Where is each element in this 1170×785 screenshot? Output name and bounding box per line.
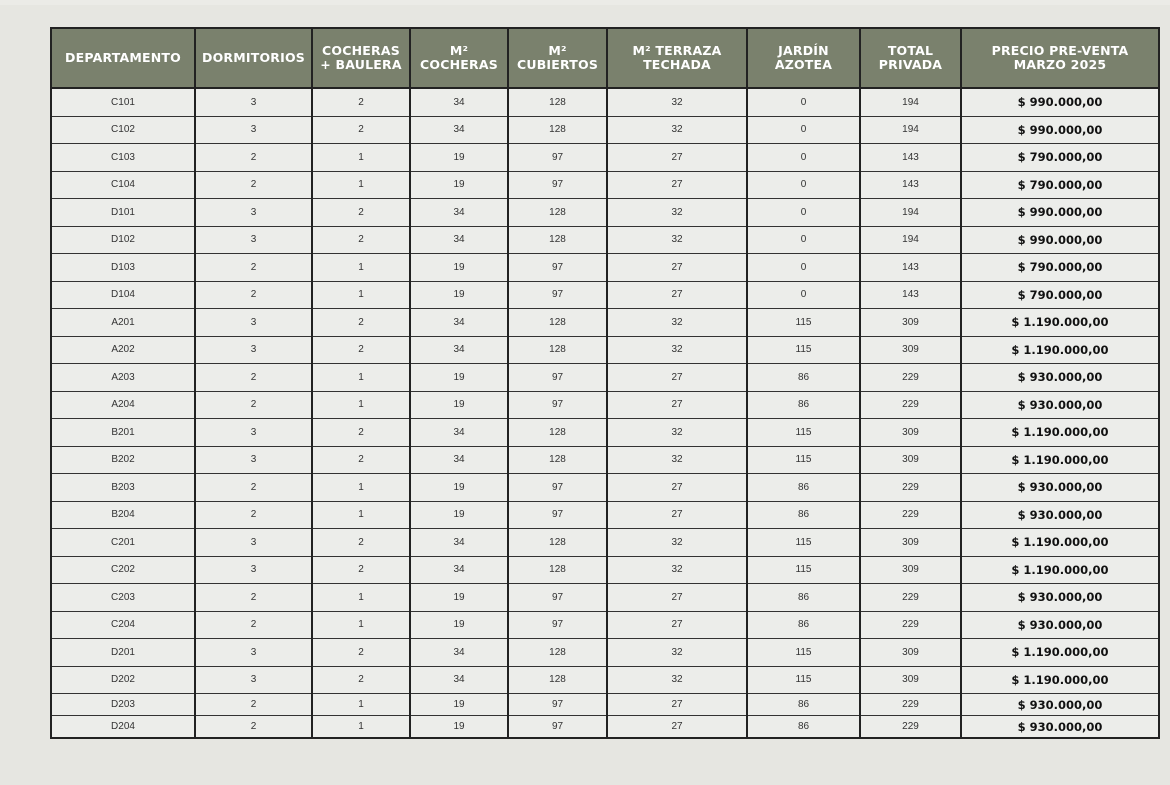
cell-total-privada: 229 — [860, 584, 961, 612]
cell-cocheras-baulera: 1 — [312, 501, 410, 529]
cell-m2-cubiertos: 128 — [508, 226, 607, 254]
cell-precio: $ 790.000,00 — [961, 281, 1159, 309]
cell-precio: $ 1.190.000,00 — [961, 446, 1159, 474]
cell-m2-terraza-techada: 27 — [607, 391, 747, 419]
cell-cocheras-baulera: 2 — [312, 116, 410, 144]
cell-m2-cubiertos: 128 — [508, 639, 607, 667]
cell-jardin-azotea: 86 — [747, 716, 860, 739]
cell-m2-cubiertos: 128 — [508, 556, 607, 584]
cell-m2-terraza-techada: 32 — [607, 639, 747, 667]
cell-departamento: C202 — [51, 556, 195, 584]
cell-departamento: C101 — [51, 88, 195, 116]
header-dormitorios: DORMITORIOS — [195, 28, 312, 88]
cell-m2-cocheras: 19 — [410, 391, 508, 419]
table-row — [51, 419, 1159, 447]
cell-dormitorios: 2 — [195, 584, 312, 612]
table-row — [51, 584, 1159, 612]
cell-dormitorios: 3 — [195, 419, 312, 447]
cell-precio: $ 1.190.000,00 — [961, 556, 1159, 584]
cell-precio: $ 930.000,00 — [961, 694, 1159, 716]
cell-jardin-azotea: 115 — [747, 309, 860, 337]
cell-m2-terraza-techada: 32 — [607, 666, 747, 694]
cell-m2-terraza-techada: 27 — [607, 171, 747, 199]
cell-cocheras-baulera: 1 — [312, 391, 410, 419]
cell-dormitorios: 2 — [195, 474, 312, 502]
cell-m2-terraza-techada: 27 — [607, 474, 747, 502]
cell-jardin-azotea: 115 — [747, 556, 860, 584]
table-row — [51, 556, 1159, 584]
cell-m2-terraza-techada: 27 — [607, 364, 747, 392]
cell-cocheras-baulera: 2 — [312, 556, 410, 584]
cell-m2-cubiertos: 128 — [508, 419, 607, 447]
cell-jardin-azotea: 115 — [747, 666, 860, 694]
cell-dormitorios: 3 — [195, 88, 312, 116]
cell-departamento: D103 — [51, 254, 195, 282]
cell-m2-cubiertos: 128 — [508, 116, 607, 144]
cell-total-privada: 229 — [860, 694, 961, 716]
table-row — [51, 199, 1159, 227]
cell-total-privada: 194 — [860, 88, 961, 116]
cell-dormitorios: 3 — [195, 529, 312, 557]
cell-cocheras-baulera: 2 — [312, 336, 410, 364]
header-cocheras-baulera: COCHERAS + BAULERA — [312, 28, 410, 88]
cell-departamento: D204 — [51, 716, 195, 739]
table-row — [51, 501, 1159, 529]
cell-jardin-azotea: 0 — [747, 254, 860, 282]
cell-m2-cocheras: 19 — [410, 501, 508, 529]
cell-departamento: C204 — [51, 611, 195, 639]
cell-departamento: C102 — [51, 116, 195, 144]
cell-m2-cocheras: 34 — [410, 666, 508, 694]
cell-m2-cubiertos: 128 — [508, 446, 607, 474]
cell-precio: $ 790.000,00 — [961, 144, 1159, 172]
cell-m2-cocheras: 34 — [410, 226, 508, 254]
cell-departamento: C203 — [51, 584, 195, 612]
cell-jardin-azotea: 0 — [747, 281, 860, 309]
cell-m2-cubiertos: 128 — [508, 309, 607, 337]
cell-m2-cubiertos: 97 — [508, 694, 607, 716]
cell-cocheras-baulera: 2 — [312, 639, 410, 667]
cell-m2-cocheras: 34 — [410, 529, 508, 557]
cell-jardin-azotea: 115 — [747, 336, 860, 364]
cell-m2-cubiertos: 97 — [508, 584, 607, 612]
cell-dormitorios: 2 — [195, 171, 312, 199]
cell-m2-cubiertos: 97 — [508, 171, 607, 199]
cell-dormitorios: 2 — [195, 611, 312, 639]
table-row — [51, 336, 1159, 364]
cell-jardin-azotea: 86 — [747, 694, 860, 716]
cell-cocheras-baulera: 2 — [312, 666, 410, 694]
cell-total-privada: 309 — [860, 639, 961, 667]
price-table — [50, 27, 1160, 739]
cell-total-privada: 229 — [860, 716, 961, 739]
cell-jardin-azotea: 0 — [747, 144, 860, 172]
cell-total-privada: 194 — [860, 199, 961, 227]
cell-total-privada: 143 — [860, 144, 961, 172]
cell-dormitorios: 2 — [195, 254, 312, 282]
table-row — [51, 226, 1159, 254]
header-departamento: DEPARTAMENTO — [51, 28, 195, 88]
cell-cocheras-baulera: 1 — [312, 611, 410, 639]
cell-total-privada: 143 — [860, 254, 961, 282]
cell-jardin-azotea: 86 — [747, 584, 860, 612]
cell-m2-terraza-techada: 32 — [607, 309, 747, 337]
cell-dormitorios: 2 — [195, 716, 312, 739]
header-m2-cocheras: M² COCHERAS — [410, 28, 508, 88]
cell-dormitorios: 3 — [195, 666, 312, 694]
cell-precio: $ 990.000,00 — [961, 226, 1159, 254]
cell-jardin-azotea: 86 — [747, 611, 860, 639]
cell-m2-cubiertos: 97 — [508, 144, 607, 172]
cell-m2-cocheras: 19 — [410, 144, 508, 172]
cell-total-privada: 309 — [860, 666, 961, 694]
cell-departamento: D203 — [51, 694, 195, 716]
cell-total-privada: 309 — [860, 309, 961, 337]
cell-precio: $ 930.000,00 — [961, 364, 1159, 392]
table-row — [51, 611, 1159, 639]
cell-m2-cocheras: 19 — [410, 474, 508, 502]
cell-precio: $ 990.000,00 — [961, 116, 1159, 144]
cell-m2-cocheras: 34 — [410, 199, 508, 227]
table-row — [51, 639, 1159, 667]
cell-jardin-azotea: 0 — [747, 199, 860, 227]
cell-m2-cocheras: 34 — [410, 639, 508, 667]
cell-departamento: A203 — [51, 364, 195, 392]
cell-m2-cubiertos: 97 — [508, 611, 607, 639]
cell-m2-cocheras: 19 — [410, 254, 508, 282]
price-list-sheet — [50, 27, 1160, 739]
table-row — [51, 694, 1159, 716]
cell-cocheras-baulera: 2 — [312, 419, 410, 447]
cell-m2-cocheras: 34 — [410, 309, 508, 337]
cell-m2-cubiertos: 128 — [508, 336, 607, 364]
cell-departamento: D101 — [51, 199, 195, 227]
cell-precio: $ 930.000,00 — [961, 716, 1159, 739]
cell-jardin-azotea: 86 — [747, 501, 860, 529]
table-row — [51, 391, 1159, 419]
cell-departamento: A204 — [51, 391, 195, 419]
cell-m2-terraza-techada: 27 — [607, 694, 747, 716]
cell-precio: $ 1.190.000,00 — [961, 419, 1159, 447]
cell-m2-terraza-techada: 32 — [607, 88, 747, 116]
cell-m2-cubiertos: 128 — [508, 529, 607, 557]
cell-cocheras-baulera: 1 — [312, 584, 410, 612]
cell-m2-cocheras: 19 — [410, 281, 508, 309]
cell-precio: $ 930.000,00 — [961, 391, 1159, 419]
cell-cocheras-baulera: 1 — [312, 144, 410, 172]
cell-m2-terraza-techada: 32 — [607, 116, 747, 144]
cell-cocheras-baulera: 2 — [312, 88, 410, 116]
table-body — [51, 88, 1159, 738]
table-row — [51, 309, 1159, 337]
cell-m2-cocheras: 34 — [410, 556, 508, 584]
cell-m2-cocheras: 19 — [410, 364, 508, 392]
cell-departamento: B204 — [51, 501, 195, 529]
cell-jardin-azotea: 115 — [747, 419, 860, 447]
cell-cocheras-baulera: 2 — [312, 529, 410, 557]
cell-total-privada: 309 — [860, 419, 961, 447]
cell-jardin-azotea: 0 — [747, 226, 860, 254]
cell-jardin-azotea: 0 — [747, 116, 860, 144]
header-jardin-azotea: JARDÍN AZOTEA — [747, 28, 860, 88]
cell-precio: $ 930.000,00 — [961, 611, 1159, 639]
cell-departamento: D201 — [51, 639, 195, 667]
cell-m2-cocheras: 34 — [410, 419, 508, 447]
cell-dormitorios: 3 — [195, 199, 312, 227]
cell-departamento: D104 — [51, 281, 195, 309]
cell-cocheras-baulera: 1 — [312, 716, 410, 739]
cell-m2-cubiertos: 97 — [508, 364, 607, 392]
cell-m2-terraza-techada: 27 — [607, 716, 747, 739]
cell-jardin-azotea: 115 — [747, 639, 860, 667]
cell-cocheras-baulera: 1 — [312, 364, 410, 392]
cell-m2-cubiertos: 97 — [508, 391, 607, 419]
cell-dormitorios: 2 — [195, 364, 312, 392]
cell-jardin-azotea: 86 — [747, 474, 860, 502]
cell-dormitorios: 2 — [195, 391, 312, 419]
cell-cocheras-baulera: 2 — [312, 446, 410, 474]
cell-jardin-azotea: 0 — [747, 88, 860, 116]
table-row — [51, 529, 1159, 557]
cell-dormitorios: 3 — [195, 116, 312, 144]
cell-jardin-azotea: 115 — [747, 529, 860, 557]
cell-m2-terraza-techada: 27 — [607, 254, 747, 282]
cell-departamento: C201 — [51, 529, 195, 557]
cell-m2-cocheras: 34 — [410, 446, 508, 474]
cell-m2-terraza-techada: 27 — [607, 584, 747, 612]
cell-m2-terraza-techada: 32 — [607, 446, 747, 474]
cell-total-privada: 194 — [860, 116, 961, 144]
cell-departamento: B203 — [51, 474, 195, 502]
cell-departamento: D102 — [51, 226, 195, 254]
cell-precio: $ 1.190.000,00 — [961, 666, 1159, 694]
cell-m2-terraza-techada: 32 — [607, 199, 747, 227]
cell-cocheras-baulera: 1 — [312, 694, 410, 716]
cell-precio: $ 790.000,00 — [961, 254, 1159, 282]
cell-total-privada: 194 — [860, 226, 961, 254]
cell-m2-cocheras: 19 — [410, 611, 508, 639]
cell-m2-terraza-techada: 32 — [607, 556, 747, 584]
cell-m2-terraza-techada: 32 — [607, 529, 747, 557]
cell-m2-terraza-techada: 27 — [607, 611, 747, 639]
table-row — [51, 716, 1159, 739]
cell-precio: $ 930.000,00 — [961, 474, 1159, 502]
table-row — [51, 116, 1159, 144]
table-row — [51, 171, 1159, 199]
cell-precio: $ 1.190.000,00 — [961, 336, 1159, 364]
cell-departamento: A202 — [51, 336, 195, 364]
cell-total-privada: 229 — [860, 474, 961, 502]
cell-jardin-azotea: 86 — [747, 391, 860, 419]
cell-jardin-azotea: 115 — [747, 446, 860, 474]
cell-dormitorios: 2 — [195, 281, 312, 309]
header-total-privada: TOTAL PRIVADA — [860, 28, 961, 88]
header-m2-terraza-techada: M² TERRAZA TECHADA — [607, 28, 747, 88]
cell-precio: $ 1.190.000,00 — [961, 529, 1159, 557]
cell-total-privada: 309 — [860, 529, 961, 557]
cell-m2-cubiertos: 97 — [508, 716, 607, 739]
cell-dormitorios: 3 — [195, 446, 312, 474]
cell-departamento: C104 — [51, 171, 195, 199]
table-row — [51, 666, 1159, 694]
table-row — [51, 254, 1159, 282]
top-strip — [0, 0, 1170, 5]
cell-m2-cocheras: 19 — [410, 694, 508, 716]
cell-precio: $ 930.000,00 — [961, 584, 1159, 612]
cell-m2-cocheras: 34 — [410, 336, 508, 364]
cell-dormitorios: 3 — [195, 556, 312, 584]
cell-departamento: A201 — [51, 309, 195, 337]
cell-m2-terraza-techada: 32 — [607, 226, 747, 254]
cell-dormitorios: 2 — [195, 694, 312, 716]
table-row — [51, 281, 1159, 309]
cell-cocheras-baulera: 2 — [312, 226, 410, 254]
cell-m2-cocheras: 34 — [410, 116, 508, 144]
cell-m2-cocheras: 19 — [410, 171, 508, 199]
cell-m2-cubiertos: 128 — [508, 199, 607, 227]
table-row — [51, 364, 1159, 392]
cell-cocheras-baulera: 2 — [312, 199, 410, 227]
cell-precio: $ 790.000,00 — [961, 171, 1159, 199]
cell-dormitorios: 3 — [195, 226, 312, 254]
cell-m2-cubiertos: 97 — [508, 254, 607, 282]
cell-total-privada: 143 — [860, 281, 961, 309]
cell-precio: $ 990.000,00 — [961, 199, 1159, 227]
cell-m2-terraza-techada: 27 — [607, 501, 747, 529]
cell-m2-terraza-techada: 27 — [607, 144, 747, 172]
cell-jardin-azotea: 0 — [747, 171, 860, 199]
cell-departamento: C103 — [51, 144, 195, 172]
table-row — [51, 474, 1159, 502]
cell-total-privada: 309 — [860, 446, 961, 474]
cell-cocheras-baulera: 1 — [312, 474, 410, 502]
cell-m2-cocheras: 34 — [410, 88, 508, 116]
cell-m2-cubiertos: 128 — [508, 88, 607, 116]
cell-total-privada: 309 — [860, 336, 961, 364]
cell-dormitorios: 3 — [195, 309, 312, 337]
cell-cocheras-baulera: 1 — [312, 254, 410, 282]
table-row — [51, 144, 1159, 172]
cell-m2-terraza-techada: 32 — [607, 419, 747, 447]
cell-dormitorios: 3 — [195, 336, 312, 364]
header-precio-pre-venta: PRECIO PRE-VENTA MARZO 2025 — [961, 28, 1159, 88]
cell-departamento: D202 — [51, 666, 195, 694]
cell-m2-terraza-techada: 32 — [607, 336, 747, 364]
cell-total-privada: 229 — [860, 501, 961, 529]
header-m2-cubiertos: M² CUBIERTOS — [508, 28, 607, 88]
table-row — [51, 88, 1159, 116]
cell-m2-cubiertos: 97 — [508, 281, 607, 309]
cell-precio: $ 1.190.000,00 — [961, 639, 1159, 667]
cell-departamento: B202 — [51, 446, 195, 474]
cell-departamento: B201 — [51, 419, 195, 447]
cell-total-privada: 229 — [860, 611, 961, 639]
cell-m2-cubiertos: 97 — [508, 501, 607, 529]
cell-m2-cubiertos: 97 — [508, 474, 607, 502]
cell-total-privada: 143 — [860, 171, 961, 199]
cell-precio: $ 990.000,00 — [961, 88, 1159, 116]
table-row — [51, 446, 1159, 474]
cell-cocheras-baulera: 2 — [312, 309, 410, 337]
cell-m2-cubiertos: 128 — [508, 666, 607, 694]
cell-precio: $ 930.000,00 — [961, 501, 1159, 529]
cell-m2-cocheras: 19 — [410, 716, 508, 739]
cell-m2-terraza-techada: 27 — [607, 281, 747, 309]
cell-cocheras-baulera: 1 — [312, 281, 410, 309]
cell-total-privada: 229 — [860, 391, 961, 419]
cell-jardin-azotea: 86 — [747, 364, 860, 392]
cell-m2-cocheras: 19 — [410, 584, 508, 612]
header-row — [51, 28, 1159, 88]
cell-dormitorios: 3 — [195, 639, 312, 667]
cell-total-privada: 229 — [860, 364, 961, 392]
cell-dormitorios: 2 — [195, 501, 312, 529]
cell-precio: $ 1.190.000,00 — [961, 309, 1159, 337]
cell-dormitorios: 2 — [195, 144, 312, 172]
cell-total-privada: 309 — [860, 556, 961, 584]
cell-cocheras-baulera: 1 — [312, 171, 410, 199]
